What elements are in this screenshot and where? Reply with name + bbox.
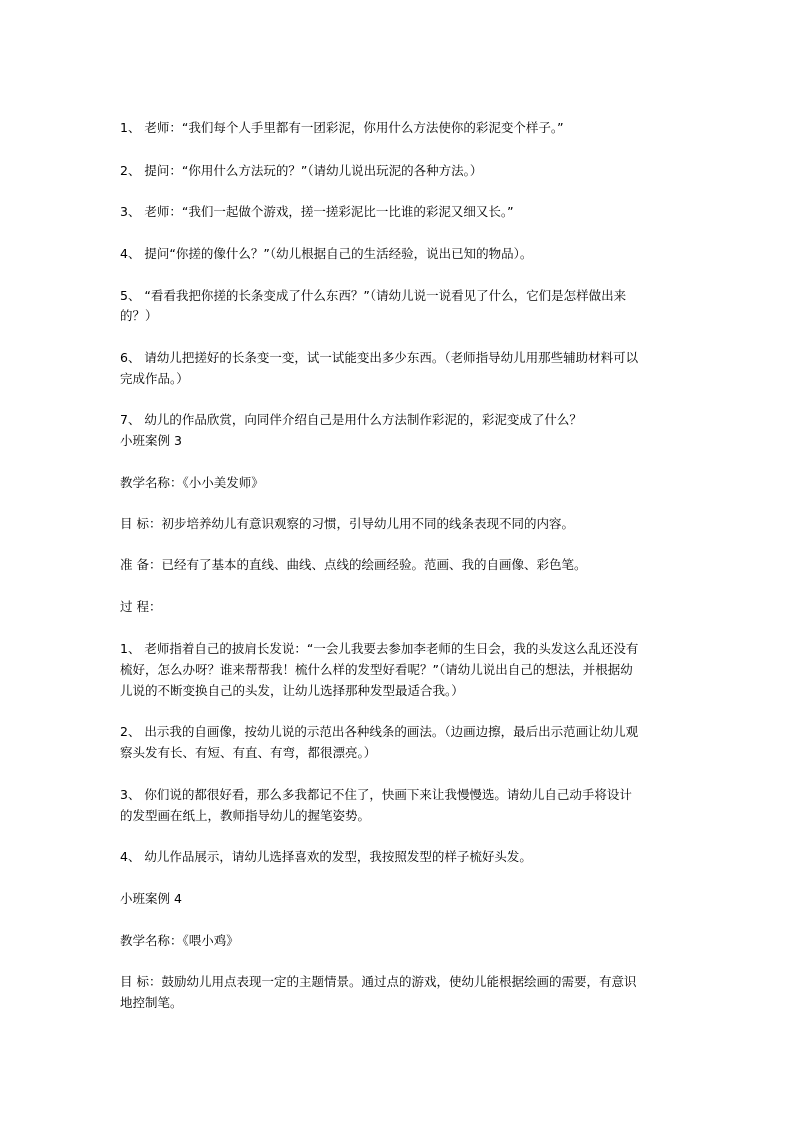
step-4-text: 4、 提问“你搓的像什么？”（幼儿根据自己的生活经验，说出已知的物品）。: [120, 246, 533, 261]
step-6-text-line2: 完成作品。）: [120, 371, 189, 386]
case-3-step-2-line2: 察头发有长、有短、有直、有弯，都很漂亮。）: [120, 745, 377, 760]
case-3-lesson-name: 教学名称：《小小美发师》: [120, 475, 264, 490]
case-4-lesson-name: 教学名称：《喂小鸡》: [120, 933, 239, 948]
case-3-goal: 目 标：初步培养幼儿有意识观察的习惯，引导幼儿用不同的线条表现不同的内容。: [120, 516, 574, 531]
step-1-text: 1、 老师：“我们每个人手里都有一团彩泥，你用什么方法使你的彩泥变个样子。”: [120, 120, 564, 135]
case-3-step-3-line1: 3、 你们说的都很好看，那么多我都记不住了，快画下来让我慢慢选。请幼儿自己动手将设计: [120, 787, 632, 802]
case-3-step-3-line2: 的发型画在纸上，教师指导幼儿的握笔姿势。: [120, 808, 371, 823]
step-2-text: 2、 提问：“你用什么方法玩的？”（请幼儿说出玩泥的各种方法。）: [120, 163, 483, 178]
step-3-text: 3、 老师：“我们一起做个游戏，搓一搓彩泥比一比谁的彩泥又细又长。”: [120, 204, 514, 219]
case-4-goal-line1: 目 标：鼓励幼儿用点表现一定的主题情景。通过点的游戏，使幼儿能根据绘画的需要，有意识: [120, 974, 637, 989]
case-4-title: 小班案例 4: [120, 891, 182, 906]
step-5-text-line1: 5、 “看看我把你搓的长条变成了什么东西？”（请幼儿说一说看见了什么，它们是怎样做出来: [120, 288, 627, 303]
case-3-process-heading: 过 程：: [120, 599, 162, 614]
case-4-goal-line2: 地控制笔。: [120, 995, 183, 1010]
case-3-step-1-line3: 儿说的不断变换自己的头发，让幼儿选择那种发型最适合我。）: [120, 683, 464, 698]
case-3-step-4: 4、 幼儿作品展示，请幼儿选择喜欢的发型，我按照发型的样子梳好头发。: [120, 849, 532, 864]
case-3-step-1-line2: 梳好，怎么办呀？谁来帮帮我！梳什么样的发型好看呢？”（请幼儿说出自己的想法，并根据幼: [120, 662, 633, 677]
step-7-text: 7、 幼儿的作品欣赏，向同伴介绍自己是用什么方法制作彩泥的，彩泥变成了什么？: [120, 412, 582, 427]
case-3-step-2-line1: 2、 出示我的自画像，按幼儿说的示范出各种线条的画法。（边画边擦，最后出示范画让幼儿观: [120, 724, 639, 739]
case-3-preparation: 准 备：已经有了基本的直线、曲线、点线的绘画经验。范画、我的自画像、彩色笔。: [120, 557, 587, 572]
step-5-text-line2: 的？）: [120, 308, 158, 323]
case-3-step-1-line1: 1、 老师指着自己的披肩长发说：“一会儿我要去参加李老师的生日会，我的头发这么乱还没有: [120, 641, 639, 656]
step-6-text-line1: 6、 请幼儿把搓好的长条变一变，试一试能变出多少东西。（老师指导幼儿用那些辅助材料可以: [120, 350, 639, 365]
case-3-title: 小班案例 3: [120, 433, 182, 448]
